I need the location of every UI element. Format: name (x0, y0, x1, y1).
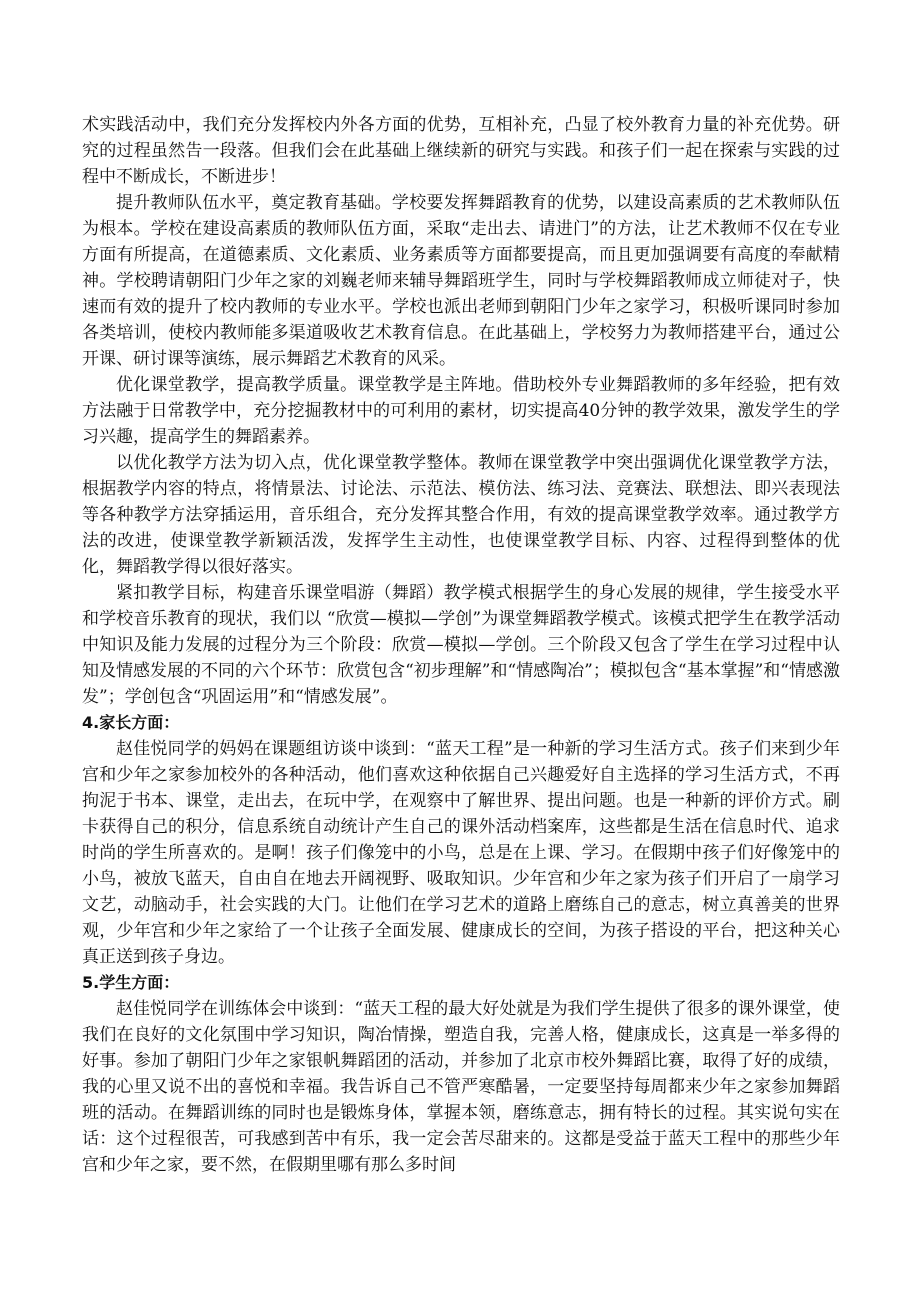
section-heading-parents: 4.家长方面： (82, 713, 180, 732)
paragraph-parents: 赵佳悦同学的妈妈在课题组访谈中谈到：“蓝天工程”是一种新的学习生活方式。孩子们来到少年宫和少年之家参加校外的各种活动，他们喜欢这种依据自己兴趣爱好自主选择的学习生活方式，不再拘泥于书本、课堂，走出去，在玩中学，在观察中了解世界、提出问题。也是一种新的评价方式。刷卡获得自己的积分，信息系统自动统计产生自己的课外活动档案库，这些都是生活在信息时代、追求时尚的学生所喜欢的。是啊！孩子们像笼中的小鸟，总是在上课、学习。在假期中孩子们好像笼中的小鸟，被放飞蓝天，自由自在地去开阔视野、吸取知识。少年宫和少年之家为孩子们开启了一扇学习文艺，动脑动手，社会实践的大门。让他们在学习艺术的道路上磨练自己的意志，树立真善美的世界观，少年宫和少年之家给了一个让孩子全面发展、健康成长的空间，为孩子搭设的平台，把这种关心真正送到孩子身边。 (82, 739, 840, 967)
document-page (82, 112, 840, 1178)
paragraph-classroom-teaching: 优化课堂教学，提高教学质量。课堂教学是主阵地。借助校外专业舞蹈教师的多年经验，把有效方法融于日常教学中，充分挖掘教材中的可利用的素材，切实提高40分钟的教学效果，激发学生的学习兴趣，提高学生的舞蹈素养。 (82, 375, 840, 447)
paragraph-intro-continuation: 术实践活动中，我们充分发挥校内外各方面的优势，互相补充，凸显了校外教育力量的补充优势。研究的过程虽然告一段落。但我们会在此基础上继续新的研究与实践。和孩子们一起在探索与实践的过程中不断成长，不断进步！ (82, 115, 840, 187)
paragraph-teaching-methods: 以优化教学方法为切入点，优化课堂教学整体。教师在课堂教学中突出强调优化课堂教学方法，根据教学内容的特点，将情景法、讨论法、示范法、模仿法、练习法、竞赛法、联想法、即兴表现法等各种教学方法穿插运用，音乐组合，充分发挥其整合作用，有效的提高课堂教学效率。通过教学方法的改进，使课堂教学新颖活泼，发挥学生主动性，也使课堂教学目标、内容、过程得到整体的优化，舞蹈教学得以很好落实。 (82, 453, 840, 577)
section-heading-students: 5.学生方面： (82, 973, 180, 992)
paragraph-teacher-team: 提升教师队伍水平，奠定教育基础。学校要发挥舞蹈教育的优势，以建设高素质的艺术教师队伍为根本。学校在建设高素质的教师队伍方面，采取“走出去、请进门”的方法，让艺术教师不仅在专业方面有所提高，在道德素质、文化素质、业务素质等方面都要提高，而且更加强调要有高度的奉献精神。学校聘请朝阳门少年之家的刘巍老师来辅导舞蹈班学生，同时与学校舞蹈教师成立师徒对子，快速而有效的提升了校内教师的专业水平。学校也派出老师到朝阳门少年之家学习，积极听课同时参加各类培训，使校内教师能多渠道吸收艺术教育信息。在此基础上，学校努力为教师搭建平台，通过公开课、研讨课等演练，展示舞蹈艺术教育的风采。 (82, 193, 840, 369)
paragraph-students: 赵佳悦同学在训练体会中谈到：“蓝天工程的最大好处就是为我们学生提供了很多的课外课堂，使我们在良好的文化氛围中学习知识，陶冶情操，塑造自我，完善人格，健康成长，这真是一举多得的好事。参加了朝阳门少年之家银帆舞蹈团的活动，并参加了北京市校外舞蹈比赛，取得了好的成绩，我的心里又说不出的喜悦和幸福。我告诉自己不管严寒酷暑，一定要坚持每周都来少年之家参加舞蹈班的活动。在舞蹈训练的同时也是锻炼身体，掌握本领，磨练意志，拥有特长的过程。其实说句实在话：这个过程很苦，可我感到苦中有乐，我一定会苦尽甜来的。这都是受益于蓝天工程中的那些少年宫和少年之家，要不然，在假期里哪有那么多时间 (82, 999, 840, 1175)
paragraph-teaching-model: 紧扣教学目标，构建音乐课堂唱游（舞蹈）教学模式根据学生的身心发展的规律，学生接受水平和学校音乐教育的现状，我们以 “欣赏—模拟—学创”为课堂舞蹈教学模式。该模式把学生在教学活动中知识及能力发展的过程分为三个阶段：欣赏—模拟—学创。三个阶段又包含了学生在学习过程中认知及情感发展的不同的六个环节：欣赏包含“初步理解”和“情感陶冶”；模拟包含“基本掌握”和“情感激发”；学创包含“巩固运用”和“情感发展”。 (82, 583, 840, 707)
